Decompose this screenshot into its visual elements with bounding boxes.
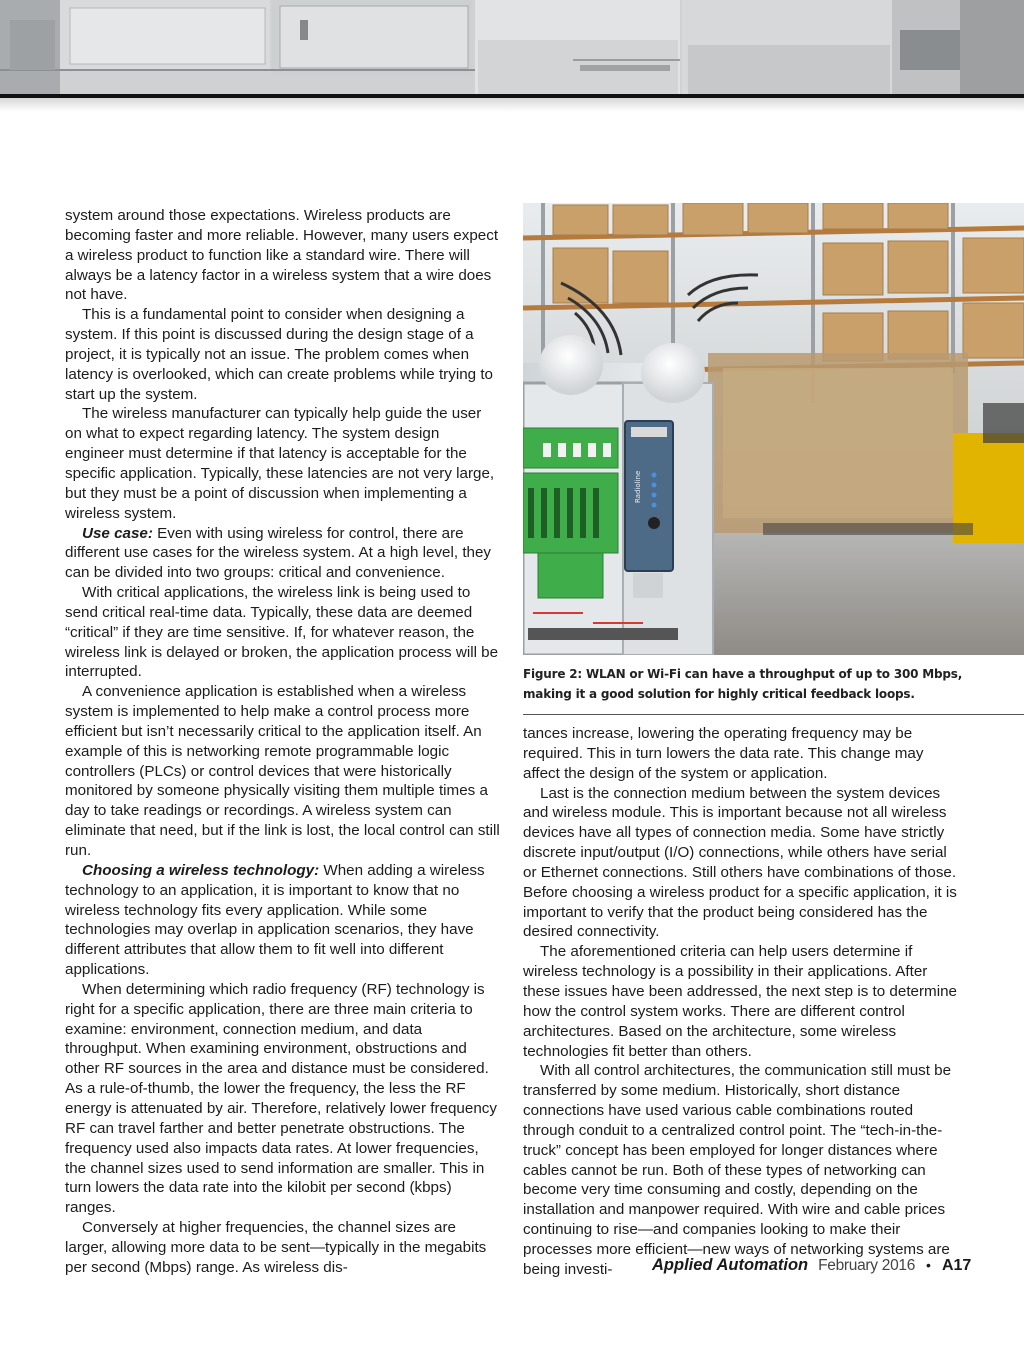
paragraph: The wireless manufacturer can typically help guide the user on what to expect regarding latency. The system design engineer must determine if that latency is acceptable for the specific application. Typically, these latencies are not very large, but they must be a point of discussion when implementing a wireless system. bbox=[65, 405, 495, 522]
paragraph: Last is the connection medium between the system devices and wireless module. This is important because not all wireless devices have all types of connection media. Some have strictly discrete input/output (I/O) connections, while others have serial or Ethernet connections. Still others have combinations of those. Before choosing a wireless product for a specific application, it is important to verify that the product being considered has the desired connectivity. bbox=[523, 784, 957, 941]
page-footer bbox=[652, 1256, 971, 1275]
publication-name: Applied Automation bbox=[652, 1256, 809, 1274]
article-left-column bbox=[65, 206, 501, 1278]
paragraph: The aforementioned criteria can help users determine if wireless technology is a possibility in their applications. After these issues have been addressed, the next step is to determine how the control system works. There are different control architectures. Based on the architecture, some wireless technologies fit better than others. bbox=[523, 943, 957, 1060]
paragraph: A convenience application is established when a wireless system is implemented to help make a control process more efficient but isn’t necessarily critical to the application itself. An example of this is networking remote programmable logic controllers (PLCs) or control devices that were historically monitored by someone physically visiting them multiple times a day to take readings or recordings. A wireless system can eliminate that need, but if the link is lost, the local control can still run. bbox=[65, 683, 500, 859]
issue-date: February 2016 bbox=[818, 1257, 916, 1274]
paragraph: system around those expectations. Wireless products are becoming faster and more reliable. However, many users expect a wireless product to function like a standard wire. There will always be a latency factor in a wireless system that a wire does not have. bbox=[65, 207, 499, 304]
run-in-heading: Use case: bbox=[82, 524, 153, 542]
device-label: Radioline bbox=[634, 470, 642, 503]
paragraph-use-case: Use case: Even with using wireless for control, there are different use cases for the wireless system. At a high level, they can be divided into two groups: critical and convenience. bbox=[65, 524, 492, 582]
header-shadow bbox=[0, 98, 1024, 112]
run-in-heading: Choosing a wireless technology: bbox=[82, 861, 320, 879]
paragraph: Conversely at higher frequencies, the channel sizes are larger, allowing more data to be sent—typically in the megabits per second (Mbps) range. As wireless dis- bbox=[65, 1219, 487, 1276]
paragraph-choosing-technology: Choosing a wireless technology: When adding a wireless technology to an application, it is important to know that no wireless technology fits every application. While some technologies may overlap in application scenarios, they have different attributes that allow them to fit well into different applications. bbox=[65, 861, 485, 979]
footer-bullet: • bbox=[926, 1257, 931, 1273]
warehouse-wireless-image bbox=[523, 203, 1024, 655]
header-photo bbox=[0, 0, 1024, 94]
paragraph: This is a fundamental point to consider when designing a system. If this point is discussed during the design stage of a project, it is typically not an issue. The problem comes when latency is overlooked, which can create problems while trying to start up the system. bbox=[65, 306, 493, 403]
paragraph: With critical applications, the wireless link is being used to send critical real-time data. Typically, these data are deemed “critical” if they are time sensitive. If, for whatever reason, the wireless link is delayed or broken, the application process will be interrupted. bbox=[65, 584, 499, 681]
figure-rule bbox=[523, 714, 1024, 715]
paragraph: When determining which radio frequency (RF) technology is right for a specific application, there are three main criteria to examine: environment, connection medium, and data throughput. When examining environment, obstructions and other RF sources in the area and distance must be considered. As a rule-of-thumb, the lower the frequency, the less the RF energy is attenuated by air. Therefore, relatively lower frequency RF can travel farther and better penetrate obstructions. The frequency used also impacts data rates. At lower frequencies, the channel sizes used to send information are smaller. This in turn lowers the data rate into the kilobit per second (kbps) ranges. bbox=[65, 980, 497, 1217]
figure-photo bbox=[523, 203, 1024, 655]
page-number: A17 bbox=[941, 1257, 972, 1274]
header-machinery-image bbox=[0, 0, 1024, 94]
article-right-column bbox=[523, 724, 960, 1280]
paragraph: tances increase, lowering the operating frequency may be required. This in turn lowers the data rate. This change may affect the design of the system or application. bbox=[523, 725, 924, 782]
paragraph: With all control architectures, the communication still must be transferred by some medium. Historically, short distance connections have used various cable combinations routed through conduit to a centralized control point. The “tech-in-the-truck” concept has been employed for longer distances where cables cannot be run. Both of these types of networking can become very time consuming and costly, depending on the installation and manpower required. With wire and cable prices continuing to rise—and companies looking to make their processes more efficient—new ways of networking systems are being investi- bbox=[523, 1062, 952, 1278]
figure-caption: Figure 2: WLAN or Wi-Fi can have a throughput of up to 300 Mbps, making it a good solution for highly critical feedback loops. bbox=[523, 667, 963, 701]
